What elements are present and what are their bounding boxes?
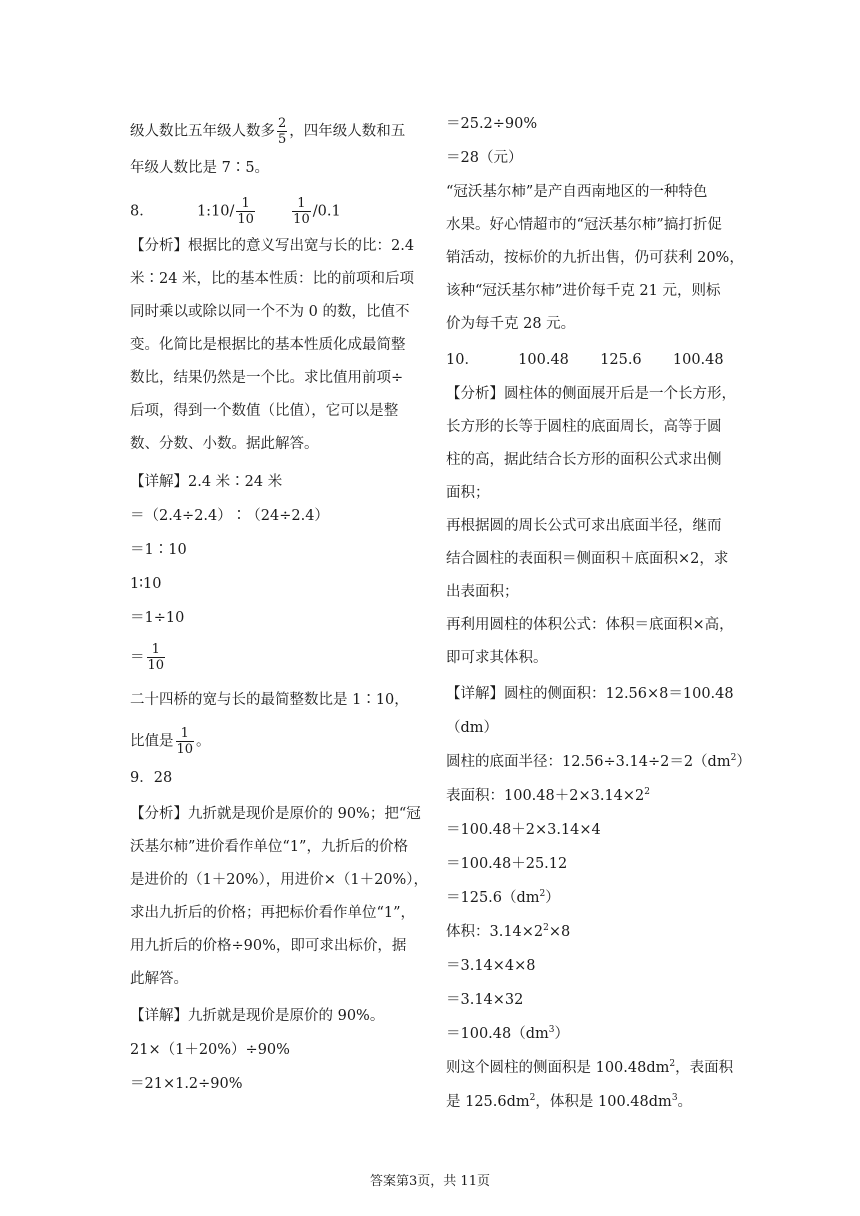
question-10-answer [446,350,724,370]
denominator: 10 [176,742,194,757]
fraction [236,196,255,227]
fraction [292,196,311,227]
summary-line: 销活动，按标价的九折出售，仍可获利 20%， [446,250,744,266]
detail-line: 1∶10 [130,576,162,592]
numerator: 2 [278,116,287,131]
detail-line: ＝1∶10 [130,542,187,558]
analysis-line: 米∶24 米，比的基本性质：比的前项和后项 [130,271,415,287]
analysis-line: 同时乘以或除以同一个不为 0 的数，比值不 [130,304,410,320]
numerator: 1 [180,726,189,741]
text: 体积：3.14×2 [446,924,544,940]
text-line [130,116,405,147]
answer-value: 125.6 [600,352,642,368]
detail-line: ＝100.48＋2×3.14×4 [446,822,601,838]
detail-line: 【详解】圆柱的侧面积：12.56×8＝100.48 [446,686,734,702]
question-9-answer: 9．28 [130,770,173,786]
superscript: 2 [529,1093,536,1104]
text: 。 [196,733,211,750]
summary-line: “冠沃基尔柿”是产自西南地区的一种特色 [446,184,708,200]
page-footer: 答案第3页，共 11页 [370,1174,490,1189]
superscript: 2 [669,1059,676,1070]
text: 比值是 [130,733,174,750]
analysis-line: 用九折后的价格÷90%，即可求出标价，据 [130,938,407,954]
detail-line [446,922,570,942]
detail-line [446,786,650,806]
text: 。 [677,1094,693,1110]
summary-line: 水果。好心情超市的“冠沃基尔柿”搞打折促 [446,217,722,233]
analysis-line: 此解答。 [130,971,188,987]
text: ＝ [130,649,145,666]
detail-line: 21×（1＋20%）÷90% [130,1042,290,1058]
question-number: 8． [130,203,154,220]
analysis-line: 后项，得到一个数值（比值），它可以是整 [130,403,399,419]
denominator: 10 [147,658,165,673]
text: ） [736,754,751,770]
detail-line [130,642,167,673]
superscript: 3 [548,1025,555,1036]
text: 则这个圆柱的侧面积是 100.48 [446,1060,647,1076]
text: ，表面积 [675,1060,734,1076]
text-line: 年级人数比是 7∶5。 [130,160,270,176]
unit: dm [648,1094,672,1110]
answer-value: 100.48 [518,352,569,368]
text: ，四年级人数和五 [289,123,406,140]
detail-line [446,752,751,772]
denominator: 10 [293,212,310,227]
analysis-line: 【分析】根据比的意义写出宽与长的比：2.4 [130,238,415,254]
text: ，体积是 100.48 [535,1094,649,1110]
detail-line: ＝25.2÷90% [446,116,538,132]
superscript: 2 [539,889,546,900]
denominator: 10 [237,212,254,227]
analysis-line: 再利用圆柱的体积公式：体积＝底面积×高， [446,617,734,633]
conclusion-line: 二十四桥的宽与长的最简整数比是 1∶10， [130,692,409,708]
numerator: 1 [241,196,250,211]
analysis-line: 是进价的（1＋20%），用进价×（1＋20%）， [130,872,429,888]
superscript: 2 [730,753,737,764]
text: ） [554,1026,570,1042]
question-number: 10． [446,352,479,368]
superscript: 3 [671,1093,678,1104]
superscript: 2 [543,923,549,934]
analysis-line: 再根据圆的周长公式可求出底面半径，继而 [446,518,722,534]
text: 圆柱的底面半径：12.56÷3.14÷2＝2（dm [446,754,731,770]
detail-line: ＝3.14×4×8 [446,958,536,974]
unit: dm [506,1094,530,1110]
analysis-line: 数比，结果仍然是一个比。求比值用前项÷ [130,370,404,386]
analysis-line: 变。化简比是根据比的基本性质化成最简整 [130,337,406,353]
text: ×8 [548,924,571,940]
text: ＝100.48（dm [446,1026,549,1042]
analysis-line: 数、分数、小数。据此解答。 [130,436,319,452]
summary-line: 该种“冠沃基尔柿”进价每千克 21 元，则标 [446,283,721,299]
answer-text: 1:10/ [196,203,235,220]
conclusion-line [130,726,211,757]
unit: dm [646,1060,670,1076]
detail-line: 【详解】2.4 米∶24 米 [130,474,283,490]
detail-line: ＝（2.4÷2.4）∶（24÷2.4） [130,508,329,524]
fraction [277,116,287,147]
analysis-line: 出表面积； [446,584,519,600]
detail-line: ＝21×1.2÷90% [130,1076,243,1092]
analysis-line: 求出九折后的价格；再把标价看作单位“1”， [130,905,416,921]
conclusion-line [446,1058,733,1078]
numerator: 1 [151,642,160,657]
detail-line [446,1024,569,1044]
analysis-line: 柱的高，据此结合长方形的面积公式求出侧 [446,452,722,468]
analysis-line: 长方形的长等于圆柱的底面周长，高等于圆 [446,419,722,435]
detail-line: ＝3.14×32 [446,992,524,1008]
text: 级人数比五年级人数多 [130,123,275,140]
text: 表面积：100.48＋2×3.14×2 [446,788,645,804]
answer-text: /0.1 [312,203,341,220]
question-8-answer [130,196,341,227]
text: 是 125.6 [446,1094,507,1110]
analysis-line: 【分析】九折就是现价是原价的 90%；把“冠 [130,806,421,822]
detail-line: ＝28（元） [446,150,523,166]
denominator: 5 [278,132,287,147]
superscript: 2 [644,787,651,798]
conclusion-line [446,1092,692,1112]
numerator: 1 [297,196,306,211]
detail-line: ＝100.48＋25.12 [446,856,568,872]
detail-line [446,888,560,908]
analysis-line: 结合圆柱的表面积＝侧面积＋底面积×2，求 [446,551,729,567]
answer-value: 100.48 [672,352,724,368]
detail-line: （dm） [446,720,499,736]
text: ＝125.6（dm [446,890,540,906]
analysis-line: 沃基尔柿”进价看作单位“1”，九折后的价格 [130,839,408,855]
analysis-line: 面积； [446,485,490,501]
analysis-line: 【分析】圆柱体的侧面展开后是一个长方形， [446,386,736,402]
fraction [176,726,195,757]
text: ） [545,890,560,906]
detail-line: 【详解】九折就是现价是原价的 90%。 [130,1008,385,1024]
detail-line: ＝1÷10 [130,610,185,626]
analysis-line: 即可求其体积。 [446,650,548,666]
summary-line: 价为每千克 28 元。 [446,316,576,332]
fraction [147,642,166,673]
